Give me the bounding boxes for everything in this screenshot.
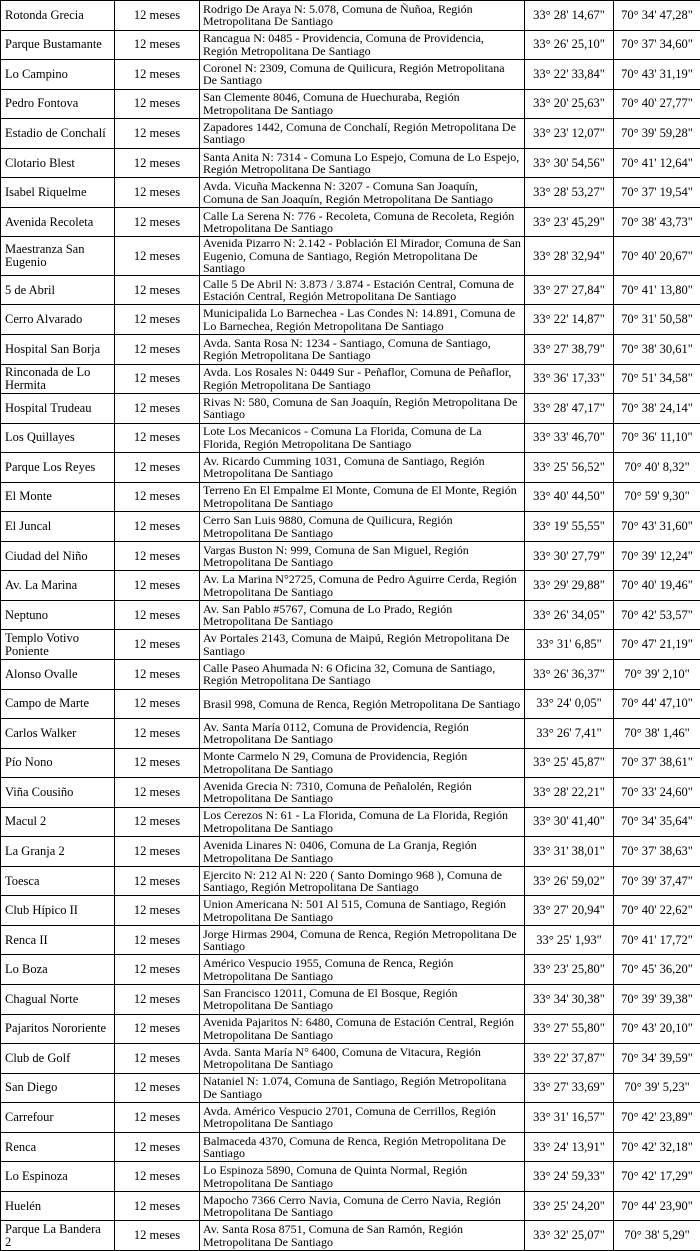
longitude-cell: 70° 40' 20,67"	[614, 237, 700, 276]
table-row	[1, 748, 700, 778]
longitude-cell: 70° 43' 20,10"	[614, 1014, 700, 1044]
period-cell: 12 meses	[115, 237, 200, 276]
latitude-cell: 33° 27' 38,79"	[525, 334, 614, 364]
period-cell: 12 meses	[115, 571, 200, 601]
site-name-cell: Renca	[1, 1132, 115, 1162]
period-cell: 12 meses	[115, 807, 200, 837]
address-cell: Vargas Buston N: 999, Comuna de San Miguel, Región Metropolitana De Santiago	[200, 541, 525, 571]
site-name-cell: Rinconada de Lo Hermita	[1, 364, 115, 394]
site-name-cell: Chagual Norte	[1, 985, 115, 1015]
period-cell: 12 meses	[115, 482, 200, 512]
address-cell: Monte Carmelo N 29, Comuna de Providencia, Región Metropolitana De Santiago	[200, 748, 525, 778]
site-name-cell: Cerro Alvarado	[1, 305, 115, 335]
site-name-cell: Av. La Marina	[1, 571, 115, 601]
table-row	[1, 955, 700, 985]
address-cell: Union Americana N: 501 Al 515, Comuna de Santiago, Región Metropolitana De Santiago	[200, 896, 525, 926]
latitude-cell: 33° 27' 27,84"	[525, 275, 614, 305]
address-cell: Calle 5 De Abril N: 3.873 / 3.874 - Estación Central, Comuna de Estación Central, Región Metropolitana De Santiago	[200, 275, 525, 305]
longitude-cell: 70° 40' 19,46"	[614, 571, 700, 601]
table-row	[1, 689, 700, 719]
address-cell: Américo Vespucio 1955, Comuna de Renca, Región Metropolitana De Santiago	[200, 955, 525, 985]
longitude-cell: 70° 41' 17,72"	[614, 925, 700, 955]
period-cell: 12 meses	[115, 119, 200, 149]
longitude-cell: 70° 40' 22,62"	[614, 896, 700, 926]
address-cell: Av. Santa María 0112, Comuna de Providencia, Región Metropolitana De Santiago	[200, 719, 525, 749]
table-row	[1, 630, 700, 660]
address-cell: Cerro San Luis 9880, Comuna de Quilicura, Región Metropolitana De Santiago	[200, 512, 525, 542]
latitude-cell: 33° 22' 37,87"	[525, 1044, 614, 1074]
latitude-cell: 33° 22' 33,84"	[525, 60, 614, 90]
latitude-cell: 33° 28' 22,21"	[525, 778, 614, 808]
period-cell: 12 meses	[115, 275, 200, 305]
table-row	[1, 453, 700, 483]
table-row	[1, 1044, 700, 1074]
site-name-cell: Alonso Ovalle	[1, 659, 115, 689]
longitude-cell: 70° 39' 2,10"	[614, 659, 700, 689]
period-cell: 12 meses	[115, 453, 200, 483]
table-row	[1, 1014, 700, 1044]
longitude-cell: 70° 37' 38,61"	[614, 748, 700, 778]
longitude-cell: 70° 37' 38,63"	[614, 837, 700, 867]
site-name-cell: Parque Bustamante	[1, 30, 115, 60]
site-name-cell: Avenida Recoleta	[1, 207, 115, 237]
period-cell: 12 meses	[115, 689, 200, 719]
latitude-cell: 33° 36' 17,33"	[525, 364, 614, 394]
longitude-cell: 70° 44' 23,90"	[614, 1191, 700, 1221]
address-cell: Av Portales 2143, Comuna de Maipú, Región Metropolitana De Santiago	[200, 630, 525, 660]
table-row	[1, 482, 700, 512]
site-name-cell: Carrefour	[1, 1103, 115, 1133]
period-cell: 12 meses	[115, 60, 200, 90]
period-cell: 12 meses	[115, 748, 200, 778]
address-cell: Avda. Vicuña Mackenna N: 3207 - Comuna San Joaquín, Comuna de San Joaquín, Región Metropolitana De Santiago	[200, 178, 525, 208]
longitude-cell: 70° 42' 53,57"	[614, 600, 700, 630]
table-row	[1, 778, 700, 808]
table-row	[1, 119, 700, 149]
address-cell: Balmaceda 4370, Comuna de Renca, Región Metropolitana De Santiago	[200, 1132, 525, 1162]
address-cell: Municipalida Lo Barnechea - Las Condes N: 14.891, Comuna de Lo Barnechea, Región Metropolitana De Santiago	[200, 305, 525, 335]
longitude-cell: 70° 38' 43,73"	[614, 207, 700, 237]
address-cell: Brasil 998, Comuna de Renca, Región Metropolitana De Santiago	[200, 689, 525, 719]
period-cell: 12 meses	[115, 896, 200, 926]
period-cell: 12 meses	[115, 207, 200, 237]
table-row	[1, 1132, 700, 1162]
address-cell: Ejercito N: 212 Al N: 220 ( Santo Domingo 968 ), Comuna de Santiago, Región Metropolitana De Santiago	[200, 866, 525, 896]
period-cell: 12 meses	[115, 1162, 200, 1192]
period-cell: 12 meses	[115, 394, 200, 424]
address-cell: Los Cerezos N: 61 - La Florida, Comuna de La Florida, Región Metropolitana De Santiago	[200, 807, 525, 837]
longitude-cell: 70° 41' 13,80"	[614, 275, 700, 305]
table-row	[1, 1, 700, 31]
table-row	[1, 207, 700, 237]
table-row	[1, 512, 700, 542]
table-row	[1, 1103, 700, 1133]
period-cell: 12 meses	[115, 305, 200, 335]
period-cell: 12 meses	[115, 364, 200, 394]
period-cell: 12 meses	[115, 719, 200, 749]
table-row	[1, 896, 700, 926]
longitude-cell: 70° 34' 35,64"	[614, 807, 700, 837]
address-cell: Avda. Santa Rosa N: 1234 - Santiago, Comuna de Santiago, Región Metropolitana De Santiago	[200, 334, 525, 364]
table-row	[1, 541, 700, 571]
table-row	[1, 1191, 700, 1221]
site-name-cell: Parque La Bandera 2	[1, 1221, 115, 1251]
table-row	[1, 275, 700, 305]
site-name-cell: Club Hípico II	[1, 896, 115, 926]
latitude-cell: 33° 26' 59,02"	[525, 866, 614, 896]
latitude-cell: 33° 32' 25,07"	[525, 1221, 614, 1251]
latitude-cell: 33° 23' 25,80"	[525, 955, 614, 985]
longitude-cell: 70° 37' 34,60"	[614, 30, 700, 60]
longitude-cell: 70° 47' 21,19"	[614, 630, 700, 660]
period-cell: 12 meses	[115, 334, 200, 364]
address-cell: Calle La Serena N: 776 - Recoleta, Comuna de Recoleta, Región Metropolitana De Santiago	[200, 207, 525, 237]
address-cell: Av. San Pablo #5767, Comuna de Lo Prado, Región Metropolitana De Santiago	[200, 600, 525, 630]
table-row	[1, 807, 700, 837]
table-row	[1, 89, 700, 119]
latitude-cell: 33° 30' 54,56"	[525, 148, 614, 178]
site-name-cell: Parque Los Reyes	[1, 453, 115, 483]
longitude-cell: 70° 37' 19,54"	[614, 178, 700, 208]
longitude-cell: 70° 39' 59,28"	[614, 119, 700, 149]
site-name-cell: Ciudad del Niño	[1, 541, 115, 571]
latitude-cell: 33° 19' 55,55"	[525, 512, 614, 542]
address-cell: Avenida Linares N: 0406, Comuna de La Granja, Región Metropolitana De Santiago	[200, 837, 525, 867]
longitude-cell: 70° 42' 23,89"	[614, 1103, 700, 1133]
table-row	[1, 30, 700, 60]
latitude-cell: 33° 25' 56,52"	[525, 453, 614, 483]
address-cell: Coronel N: 2309, Comuna de Quilicura, Región Metropolitana De Santiago	[200, 60, 525, 90]
period-cell: 12 meses	[115, 1132, 200, 1162]
table-row	[1, 364, 700, 394]
site-name-cell: Pío Nono	[1, 748, 115, 778]
address-cell: Nataniel N: 1.074, Comuna de Santiago, Región Metropolitana De Santiago	[200, 1073, 525, 1103]
period-cell: 12 meses	[115, 1014, 200, 1044]
site-name-cell: Maestranza San Eugenio	[1, 237, 115, 276]
latitude-cell: 33° 25' 45,87"	[525, 748, 614, 778]
address-cell: Mapocho 7366 Cerro Navia, Comuna de Cerro Navia, Región Metropolitana De Santiago	[200, 1191, 525, 1221]
longitude-cell: 70° 51' 34,58"	[614, 364, 700, 394]
site-name-cell: Templo Votivo Poniente	[1, 630, 115, 660]
latitude-cell: 33° 23' 12,07"	[525, 119, 614, 149]
period-cell: 12 meses	[115, 1221, 200, 1251]
latitude-cell: 33° 31' 38,01"	[525, 837, 614, 867]
site-name-cell: Viña Cousiño	[1, 778, 115, 808]
longitude-cell: 70° 43' 31,19"	[614, 60, 700, 90]
period-cell: 12 meses	[115, 1, 200, 31]
longitude-cell: 70° 39' 5,23"	[614, 1073, 700, 1103]
latitude-cell: 33° 20' 25,63"	[525, 89, 614, 119]
address-cell: Rancagua N: 0485 - Providencia, Comuna de Providencia, Región Metropolitana De Santiago	[200, 30, 525, 60]
table-row	[1, 837, 700, 867]
latitude-cell: 33° 29' 29,88"	[525, 571, 614, 601]
site-name-cell: Campo de Marte	[1, 689, 115, 719]
latitude-cell: 33° 27' 55,80"	[525, 1014, 614, 1044]
site-name-cell: Pedro Fontova	[1, 89, 115, 119]
latitude-cell: 33° 30' 27,79"	[525, 541, 614, 571]
address-cell: San Francisco 12011, Comuna de El Bosque, Región Metropolitana De Santiago	[200, 985, 525, 1015]
address-cell: Santa Anita N: 7314 - Comuna Lo Espejo, Comuna de Lo Espejo, Región Metropolitana De Santiago	[200, 148, 525, 178]
latitude-cell: 33° 33' 46,70"	[525, 423, 614, 453]
period-cell: 12 meses	[115, 1044, 200, 1074]
longitude-cell: 70° 42' 32,18"	[614, 1132, 700, 1162]
address-cell: Lote Los Mecanicos - Comuna La Florida, Comuna de La Florida, Región Metropolitana De Santiago	[200, 423, 525, 453]
site-name-cell: Neptuno	[1, 600, 115, 630]
address-cell: San Clemente 8046, Comuna de Huechuraba, Región Metropolitana De Santiago	[200, 89, 525, 119]
period-cell: 12 meses	[115, 1073, 200, 1103]
table-row	[1, 719, 700, 749]
latitude-cell: 33° 27' 20,94"	[525, 896, 614, 926]
latitude-cell: 33° 22' 14,87"	[525, 305, 614, 335]
address-cell: Rivas N: 580, Comuna de San Joaquín, Región Metropolitana De Santiago	[200, 394, 525, 424]
site-name-cell: El Juncal	[1, 512, 115, 542]
site-name-cell: Carlos Walker	[1, 719, 115, 749]
address-cell: Avenida Pajaritos N: 6480, Comuna de Estación Central, Región Metropolitana De Santiago	[200, 1014, 525, 1044]
latitude-cell: 33° 26' 7,41"	[525, 719, 614, 749]
address-cell: Avenida Pizarro N: 2.142 - Población El Mirador, Comuna de San Eugenio, Comuna de Santiago, Región Metropolitana De Santiago	[200, 237, 525, 276]
address-cell: Lo Espinoza 5890, Comuna de Quinta Normal, Región Metropolitana De Santiago	[200, 1162, 525, 1192]
address-cell: Calle Paseo Ahumada N: 6 Oficina 32, Comuna de Santiago, Región Metropolitana De Santiago	[200, 659, 525, 689]
table-row	[1, 600, 700, 630]
table-row	[1, 237, 700, 276]
latitude-cell: 33° 28' 47,17"	[525, 394, 614, 424]
site-name-cell: Los Quillayes	[1, 423, 115, 453]
address-cell: Av. Santa Rosa 8751, Comuna de San Ramón, Región Metropolitana De Santiago	[200, 1221, 525, 1251]
longitude-cell: 70° 45' 36,20"	[614, 955, 700, 985]
latitude-cell: 33° 25' 24,20"	[525, 1191, 614, 1221]
period-cell: 12 meses	[115, 1191, 200, 1221]
latitude-cell: 33° 34' 30,38"	[525, 985, 614, 1015]
longitude-cell: 70° 34' 47,28"	[614, 1, 700, 31]
address-cell: Terreno En El Empalme El Monte, Comuna de El Monte, Región Metropolitana De Santiago	[200, 482, 525, 512]
address-cell: Avda. Los Rosales N: 0449 Sur - Peñaflor, Comuna de Peñaflor, Región Metropolitana De Santiago	[200, 364, 525, 394]
latitude-cell: 33° 24' 0,05"	[525, 689, 614, 719]
latitude-cell: 33° 30' 41,40"	[525, 807, 614, 837]
latitude-cell: 33° 28' 53,27"	[525, 178, 614, 208]
table-row	[1, 659, 700, 689]
site-name-cell: Estadio de Conchalí	[1, 119, 115, 149]
latitude-cell: 33° 28' 14,67"	[525, 1, 614, 31]
longitude-cell: 70° 38' 24,14"	[614, 394, 700, 424]
period-cell: 12 meses	[115, 837, 200, 867]
site-name-cell: Toesca	[1, 866, 115, 896]
longitude-cell: 70° 36' 11,10"	[614, 423, 700, 453]
longitude-cell: 70° 38' 1,46"	[614, 719, 700, 749]
site-name-cell: San Diego	[1, 1073, 115, 1103]
longitude-cell: 70° 39' 39,38"	[614, 985, 700, 1015]
longitude-cell: 70° 44' 47,10"	[614, 689, 700, 719]
table-row	[1, 925, 700, 955]
latitude-cell: 33° 31' 6,85"	[525, 630, 614, 660]
table-row	[1, 60, 700, 90]
period-cell: 12 meses	[115, 148, 200, 178]
period-cell: 12 meses	[115, 659, 200, 689]
address-cell: Av. La Marina N°2725, Comuna de Pedro Aguirre Cerda, Región Metropolitana De Santiago	[200, 571, 525, 601]
table-row	[1, 1162, 700, 1192]
latitude-cell: 33° 23' 45,29"	[525, 207, 614, 237]
site-name-cell: Isabel Riquelme	[1, 178, 115, 208]
latitude-cell: 33° 28' 32,94"	[525, 237, 614, 276]
longitude-cell: 70° 40' 27,77"	[614, 89, 700, 119]
table-row	[1, 148, 700, 178]
table-row	[1, 571, 700, 601]
site-name-cell: Lo Campino	[1, 60, 115, 90]
site-name-cell: Club de Golf	[1, 1044, 115, 1074]
table-row	[1, 866, 700, 896]
site-name-cell: Lo Boza	[1, 955, 115, 985]
longitude-cell: 70° 39' 37,47"	[614, 866, 700, 896]
period-cell: 12 meses	[115, 541, 200, 571]
table-row	[1, 305, 700, 335]
latitude-cell: 33° 26' 34,05"	[525, 600, 614, 630]
longitude-cell: 70° 59' 9,30"	[614, 482, 700, 512]
period-cell: 12 meses	[115, 1103, 200, 1133]
site-name-cell: La Granja 2	[1, 837, 115, 867]
period-cell: 12 meses	[115, 600, 200, 630]
longitude-cell: 70° 38' 30,61"	[614, 334, 700, 364]
address-cell: Jorge Hirmas 2904, Comuna de Renca, Región Metropolitana De Santiago	[200, 925, 525, 955]
site-name-cell: Hospital San Borja	[1, 334, 115, 364]
period-cell: 12 meses	[115, 178, 200, 208]
table-row	[1, 394, 700, 424]
site-name-cell: Hospital Trudeau	[1, 394, 115, 424]
address-cell: Rodrigo De Araya N: 5.078, Comuna de Ñuñoa, Región Metropolitana De Santiago	[200, 1, 525, 31]
period-cell: 12 meses	[115, 89, 200, 119]
period-cell: 12 meses	[115, 630, 200, 660]
period-cell: 12 meses	[115, 30, 200, 60]
address-cell: Av. Ricardo Cumming 1031, Comuna de Santiago, Región Metropolitana De Santiago	[200, 453, 525, 483]
site-name-cell: Macul 2	[1, 807, 115, 837]
longitude-cell: 70° 31' 50,58"	[614, 305, 700, 335]
latitude-cell: 33° 27' 33,69"	[525, 1073, 614, 1103]
latitude-cell: 33° 31' 16,57"	[525, 1103, 614, 1133]
longitude-cell: 70° 42' 17,29"	[614, 1162, 700, 1192]
site-name-cell: El Monte	[1, 482, 115, 512]
site-name-cell: Renca II	[1, 925, 115, 955]
address-cell: Avda. Santa María N° 6400, Comuna de Vitacura, Región Metropolitana De Santiago	[200, 1044, 525, 1074]
table-row	[1, 423, 700, 453]
table-row	[1, 1073, 700, 1103]
longitude-cell: 70° 41' 12,64"	[614, 148, 700, 178]
site-name-cell: 5 de Abril	[1, 275, 115, 305]
address-cell: Avda. Américo Vespucio 2701, Comuna de Cerrillos, Región Metropolitana De Santiago	[200, 1103, 525, 1133]
latitude-cell: 33° 25' 1,93"	[525, 925, 614, 955]
site-name-cell: Lo Espinoza	[1, 1162, 115, 1192]
longitude-cell: 70° 39' 12,24"	[614, 541, 700, 571]
sites-table-body	[1, 1, 700, 1251]
address-cell: Zapadores 1442, Comuna de Conchalí, Región Metropolitana De Santiago	[200, 119, 525, 149]
period-cell: 12 meses	[115, 512, 200, 542]
table-row	[1, 985, 700, 1015]
period-cell: 12 meses	[115, 778, 200, 808]
longitude-cell: 70° 33' 24,60"	[614, 778, 700, 808]
period-cell: 12 meses	[115, 985, 200, 1015]
period-cell: 12 meses	[115, 955, 200, 985]
latitude-cell: 33° 24' 13,91"	[525, 1132, 614, 1162]
site-name-cell: Clotario Blest	[1, 148, 115, 178]
longitude-cell: 70° 34' 39,59"	[614, 1044, 700, 1074]
longitude-cell: 70° 43' 31,60"	[614, 512, 700, 542]
longitude-cell: 70° 38' 5,29"	[614, 1221, 700, 1251]
latitude-cell: 33° 40' 44,50"	[525, 482, 614, 512]
table-row	[1, 178, 700, 208]
site-name-cell: Huelén	[1, 1191, 115, 1221]
table-row	[1, 334, 700, 364]
address-cell: Avenida Grecia N: 7310, Comuna de Peñalolén, Región Metropolitana De Santiago	[200, 778, 525, 808]
site-name-cell: Rotonda Grecia	[1, 1, 115, 31]
longitude-cell: 70° 40' 8,32"	[614, 453, 700, 483]
period-cell: 12 meses	[115, 866, 200, 896]
period-cell: 12 meses	[115, 423, 200, 453]
site-name-cell: Pajaritos Nororiente	[1, 1014, 115, 1044]
latitude-cell: 33° 26' 25,10"	[525, 30, 614, 60]
period-cell: 12 meses	[115, 925, 200, 955]
latitude-cell: 33° 26' 36,37"	[525, 659, 614, 689]
latitude-cell: 33° 24' 59,33"	[525, 1162, 614, 1192]
